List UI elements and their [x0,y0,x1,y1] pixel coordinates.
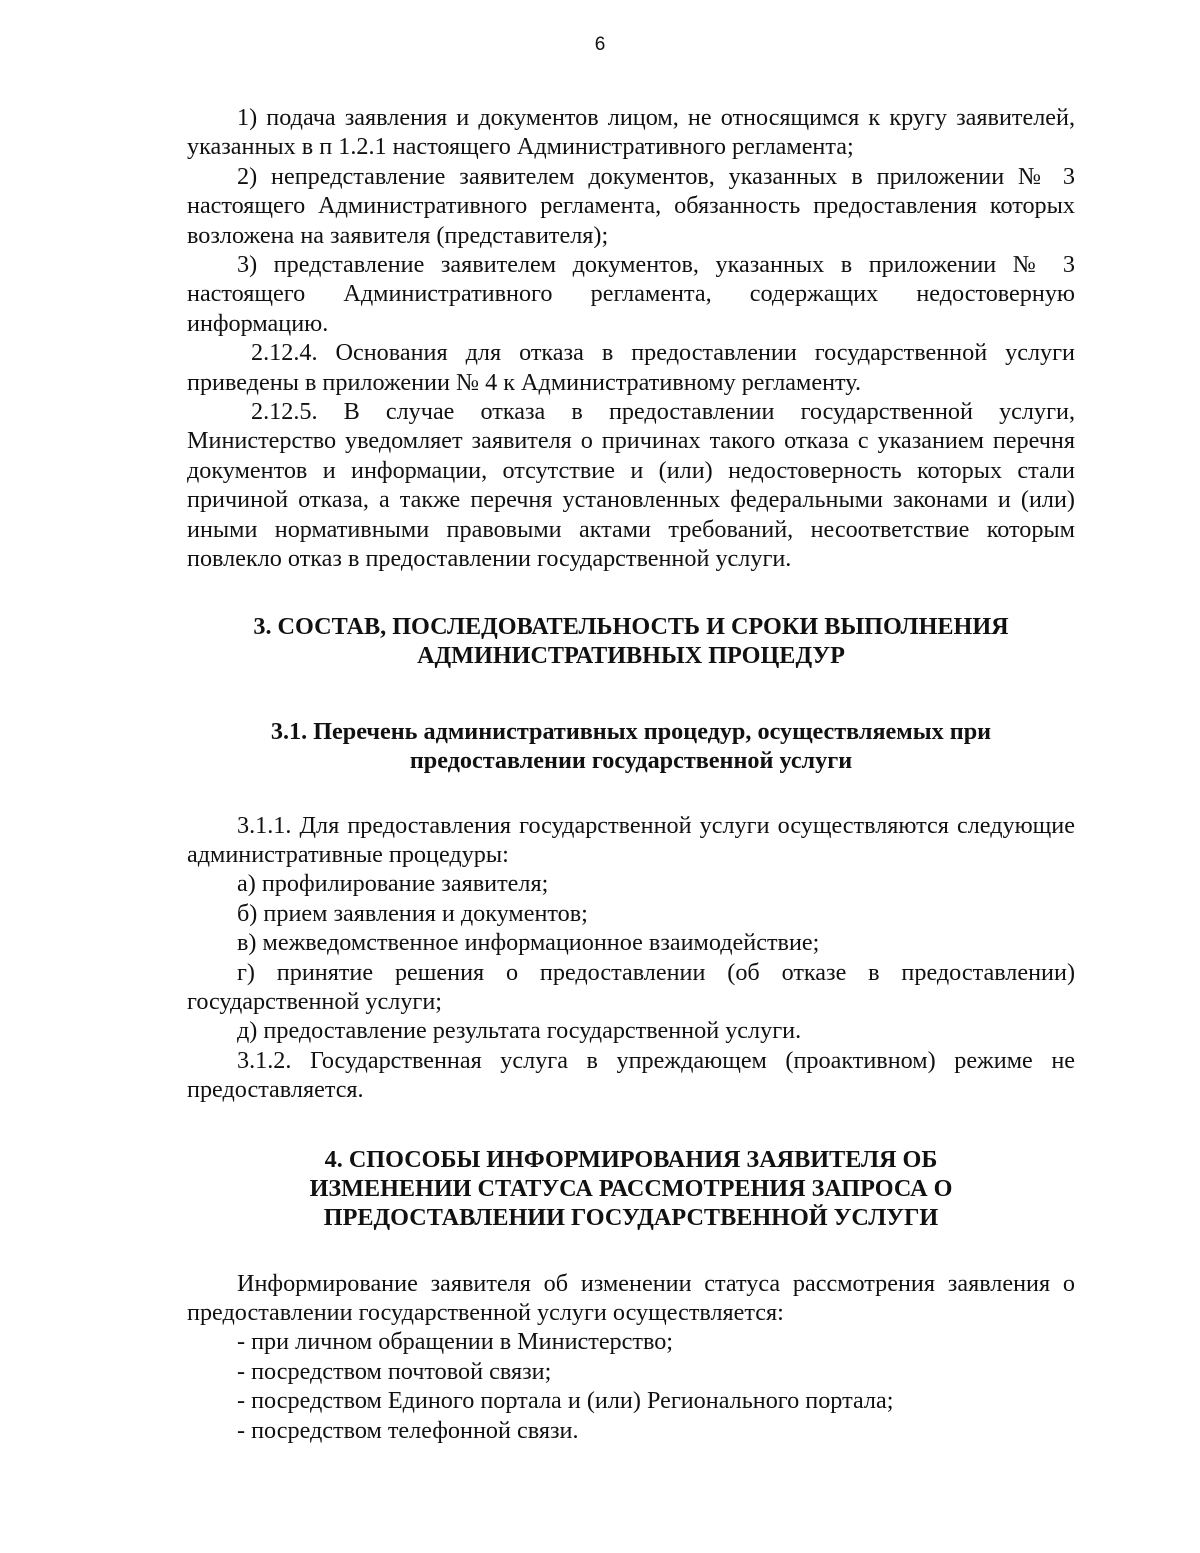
paragraph-3-1-2: 3.1.2. Государственная услуга в упреждающем (проактивном) режиме не предоставляется. [187,1046,1075,1104]
page-number: 6 [594,34,606,55]
list-item: в) межведомственное информационное взаимодействие; [237,929,820,957]
section-3-heading-line: 3. СОСТАВ, ПОСЛЕДОВАТЕЛЬНОСТЬ И СРОКИ ВЫПОЛНЕНИЯ [253,612,1009,640]
section-3-heading [187,612,1075,670]
list-item: б) прием заявления и документов; [237,899,588,927]
section-4-heading [187,1145,1075,1232]
section-3-1-heading-line: 3.1. Перечень административных процедур, осуществляемых при [270,717,992,745]
paragraph-2-12-4: 2.12.4. Основания для отказа в предоставлении государственной услуги приведены в приложении № 4 к Административному регламенту. [187,339,1075,396]
list-item: - посредством телефонной связи. [237,1416,579,1444]
section-3-1-heading-line: предоставлении государственной услуги [409,746,853,774]
paragraph-section-4-intro: Информирование заявителя об изменении статуса рассмотрения заявления о предоставлении государственной услуги осуществляется: [187,1269,1075,1326]
section-4-heading-line: 4. СПОСОБЫ ИНФОРМИРОВАНИЯ ЗАЯВИТЕЛЯ ОБ [324,1145,938,1173]
list-item: а) профилирование заявителя; [237,870,549,898]
list-item: г) принятие решения о предоставлении (об отказе в предоставлении) государственной услуги; [187,958,1075,1015]
document-body [187,103,1075,1445]
paragraph-3-1-1: 3.1.1. Для предоставления государственной услуги осуществляются следующие административные процедуры: [187,811,1075,868]
list-item: - посредством Единого портала и (или) Регионального портала; [237,1387,894,1415]
section-4-heading-line: ПРЕДОСТАВЛЕНИИ ГОСУДАРСТВЕННОЙ УСЛУГИ [323,1203,939,1231]
list-item: д) предоставление результата государственной услуги. [237,1017,802,1045]
section-3-heading-line: АДМИНИСТРАТИВНЫХ ПРОЦЕДУР [417,641,845,669]
paragraph-refusal-reason-3: 3) представление заявителем документов, указанных в приложении № 3 настоящего Административного регламента, содержащих недостоверную информацию. [187,251,1075,337]
paragraph-refusal-reason-2: 2) непредставление заявителем документов, указанных в приложении № 3 настоящего Административного регламента, обязанность предоставления которых возложена на заявителя (представителя); [187,162,1075,249]
paragraph-refusal-reason-1: 1) подача заявления и документов лицом, не относящимся к кругу заявителей, указанных в п 1.2.1 настоящего Административного регламента; [187,104,1075,161]
section-4-heading-line: ИЗМЕНЕНИИ СТАТУСА РАССМОТРЕНИЯ ЗАПРОСА О [309,1174,953,1202]
paragraph-2-12-5: 2.12.5. В случае отказа в предоставлении государственной услуги, Министерство уведомляет заявителя о причинах такого отказа с указанием перечня документов и информации, отсутствие и (или) недостоверность которых стали причиной отказа, а также перечня установленных федеральными законами и (или) иными нормативными правовыми актами требований, несоответствие которым повлекло отказ в предоставлении государственной услуги. [187,398,1075,573]
section-3-1-heading [187,717,1075,775]
list-item: - при личном обращении в Министерство; [237,1328,674,1356]
list-item: - посредством почтовой связи; [237,1357,552,1385]
